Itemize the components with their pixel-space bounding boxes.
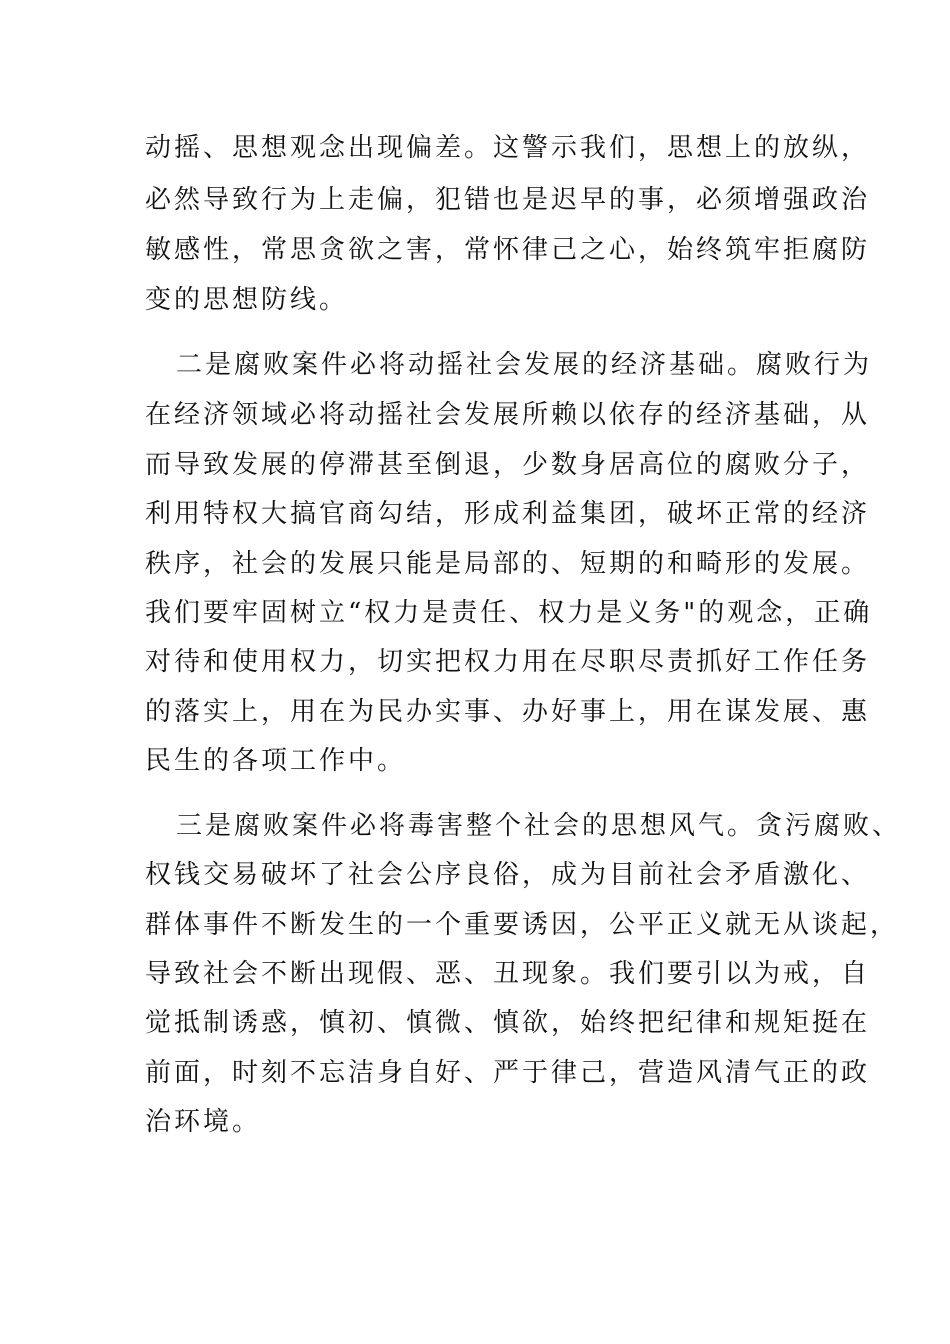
- text-line: 变的思想防线。: [145, 285, 349, 315]
- text-line: 群体事件不断发生的一个重要诱因，公平正义就无从谈起，: [145, 910, 900, 940]
- text-line: 觉抵制诱惑，慎初、慎微、慎欲，始终把纪律和规矩挺在: [145, 1008, 871, 1038]
- text-line: 民生的各项工作中。: [145, 746, 407, 776]
- text-line: 前面，时刻不忘洁身自好、严于律己，营造风清气正的政: [145, 1058, 871, 1088]
- text-line: 二是腐败案件必将动摇社会发展的经济基础。腐败行为: [176, 350, 873, 380]
- text-line: 的落实上，用在为民办实事、办好事上，用在谋发展、惠: [145, 697, 871, 727]
- text-line: 导致社会不断出现假、恶、丑现象。我们要引以为戒，自: [145, 959, 871, 989]
- text-line: 我们要牢固树立“权力是责任、权力是义务"的观念，正确: [145, 598, 873, 628]
- text-line: 三是腐败案件必将毒害整个社会的思想风气。贪污腐败、: [176, 811, 902, 841]
- text-line: 秩序，社会的发展只能是局部的、短期的和畸形的发展。: [145, 549, 871, 579]
- text-line: 敏感性，常思贪欲之害，常怀律己之心，始终筑牢拒腐防: [145, 235, 871, 265]
- text-line: 治环境。: [145, 1107, 262, 1137]
- text-line: 利用特权大搞官商勾结，形成利益集团，破坏正常的经济: [145, 499, 871, 529]
- text-line: 必然导致行为上走偏，犯错也是迟早的事，必须增强政治: [145, 185, 871, 215]
- text-line: 权钱交易破坏了社会公序良俗，成为目前社会矛盾激化、: [145, 860, 871, 890]
- text-line: 而导致发展的停滞甚至倒退，少数身居高位的腐败分子，: [145, 450, 871, 480]
- text-line: 对待和使用权力，切实把权力用在尽职尽责抓好工作任务: [145, 647, 871, 677]
- text-line: 在经济领域必将动摇社会发展所赖以依存的经济基础，从: [145, 400, 871, 430]
- text-line: 动摇、思想观念出现偏差。这警示我们，思想上的放纵，: [145, 133, 871, 163]
